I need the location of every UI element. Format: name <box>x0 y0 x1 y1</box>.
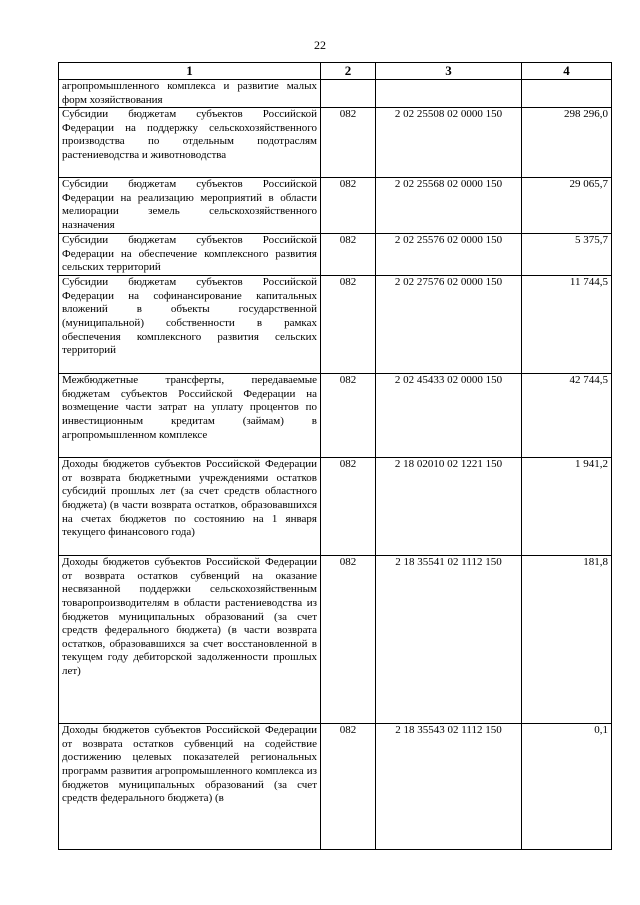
row-budget-code: 2 02 25576 02 0000 150 <box>376 234 522 276</box>
row-description: Межбюджетные трансферты, передаваемые бюджетам субъектов Российской Федерации на возмещение части затрат на уплату процентов по инвестиционным кредитам (займам) в агропромышленном комплексе <box>59 374 321 458</box>
row-admin-code <box>321 80 376 108</box>
row-budget-code: 2 02 45433 02 0000 150 <box>376 374 522 458</box>
row-description: Доходы бюджетов субъектов Российской Федерации от возврата бюджетными учреждениями остатков субсидий прошлых лет (за счет средств областного бюджета) (в части возврата остатков, образовавшихся на счетах бюджетов по состоянию на 1 января текущего финансового года) <box>59 458 321 556</box>
row-description: Субсидии бюджетам субъектов Российской Федерации на софинансирование капитальных вложений в объекты государственной (муниципальной) собственности в рамках обеспечения комплексного развития сельских территорий <box>59 276 321 374</box>
row-budget-code: 2 18 02010 02 1221 150 <box>376 458 522 556</box>
row-description: Доходы бюджетов субъектов Российской Федерации от возврата остатков субвенций на оказание несвязанной поддержки сельскохозяйственным товаропроизводителям в области растениеводства из бюджетов муниципальных образований (за счет средств федерального бюджета) (в части возврата остатков, образовавшихся за счет восстановленной в текущем году дебиторской задолженности прошлых лет) <box>59 556 321 724</box>
row-admin-code: 082 <box>321 108 376 178</box>
page-number: 22 <box>314 38 326 52</box>
row-admin-code: 082 <box>321 556 376 724</box>
row-description: Доходы бюджетов субъектов Российской Федерации от возврата остатков субвенций на содействие достижению целевых показателей региональных программ развития агропромышленного комплекса из бюджетов муниципальных образований (за счет средств федерального бюджета) (в <box>59 724 321 850</box>
row-amount: 5 375,7 <box>522 234 612 276</box>
column-header: 2 <box>321 63 376 80</box>
table-row <box>59 556 612 724</box>
row-admin-code: 082 <box>321 374 376 458</box>
row-amount: 11 744,5 <box>522 276 612 374</box>
row-admin-code: 082 <box>321 276 376 374</box>
table-row <box>59 724 612 850</box>
column-header: 3 <box>376 63 522 80</box>
row-amount: 0,1 <box>522 724 612 850</box>
column-header: 4 <box>522 63 612 80</box>
table-row <box>59 108 612 178</box>
row-budget-code: 2 18 35541 02 1112 150 <box>376 556 522 724</box>
row-budget-code: 2 02 25508 02 0000 150 <box>376 108 522 178</box>
table-row <box>59 276 612 374</box>
row-amount <box>522 80 612 108</box>
row-budget-code <box>376 80 522 108</box>
row-amount: 29 065,7 <box>522 178 612 234</box>
budget-table <box>58 62 612 850</box>
row-amount: 1 941,2 <box>522 458 612 556</box>
table-header-row <box>59 63 612 80</box>
row-description: Субсидии бюджетам субъектов Российской Федерации на реализацию мероприятий в области мелиорации земель сельскохозяйственного назначения <box>59 178 321 234</box>
table-row <box>59 178 612 234</box>
column-header: 1 <box>59 63 321 80</box>
row-amount: 181,8 <box>522 556 612 724</box>
row-budget-code: 2 18 35543 02 1112 150 <box>376 724 522 850</box>
table-row <box>59 374 612 458</box>
table-row <box>59 458 612 556</box>
row-description: Субсидии бюджетам субъектов Российской Федерации на поддержку сельскохозяйственного производства по отдельным подотраслям растениеводства и животноводства <box>59 108 321 178</box>
row-budget-code: 2 02 25568 02 0000 150 <box>376 178 522 234</box>
row-admin-code: 082 <box>321 724 376 850</box>
row-admin-code: 082 <box>321 458 376 556</box>
row-budget-code: 2 02 27576 02 0000 150 <box>376 276 522 374</box>
row-admin-code: 082 <box>321 178 376 234</box>
table-row <box>59 80 612 108</box>
row-description: агропромышленного комплекса и развитие малых форм хозяйствования <box>59 80 321 108</box>
row-amount: 42 744,5 <box>522 374 612 458</box>
table-row <box>59 234 612 276</box>
row-admin-code: 082 <box>321 234 376 276</box>
row-amount: 298 296,0 <box>522 108 612 178</box>
row-description: Субсидии бюджетам субъектов Российской Федерации на обеспечение комплексного развития сельских территорий <box>59 234 321 276</box>
